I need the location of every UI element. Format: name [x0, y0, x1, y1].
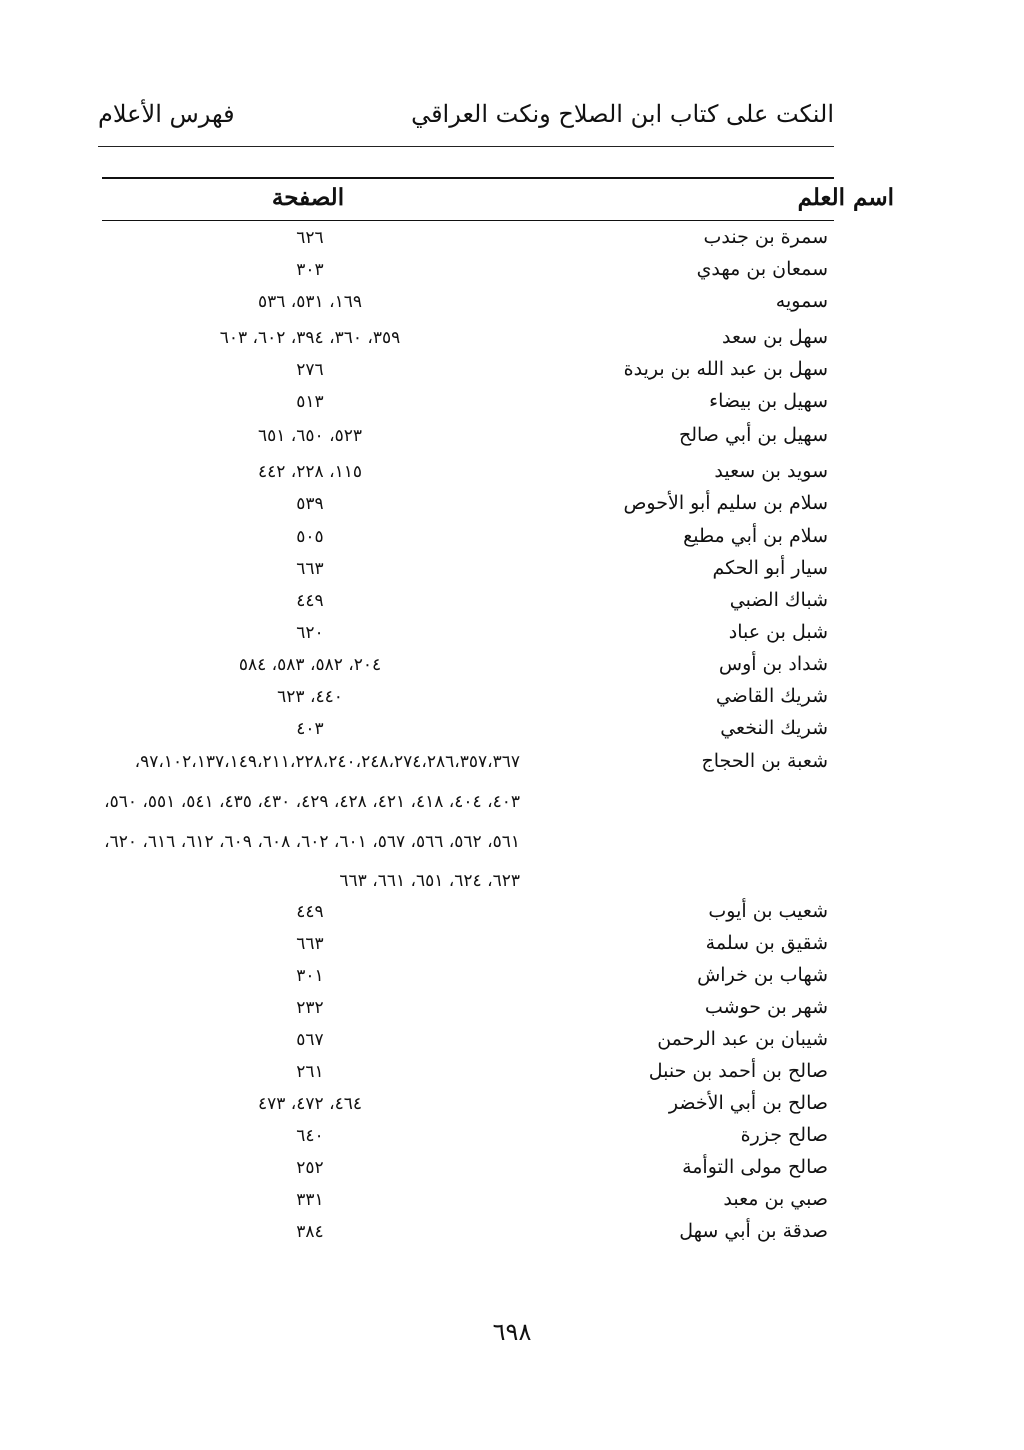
entry-name: صالح بن أبي الأخضر	[668, 1092, 828, 1114]
entry-name: صبي بن معبد	[723, 1188, 828, 1210]
entry-name: شعيب بن أيوب	[708, 900, 828, 922]
entry-pages-line: ٤٠٣، ٤٠٤، ٤١٨، ٤٢١، ٤٢٨، ٤٢٩، ٤٣٠، ٤٣٥، ٥٤١، ٥٥١، ٥٦٠،	[104, 792, 520, 812]
entry-pages: ٦٢٠	[296, 623, 324, 643]
entry-name: شريك النخعي	[720, 717, 828, 739]
entry-pages: ٦٤٠	[296, 1126, 324, 1146]
entry-pages-line: ٥٦١، ٥٦٢، ٥٦٦، ٥٦٧، ٦٠١، ٦٠٢، ٦٠٨، ٦٠٩، ٦١٢، ٦١٦، ٦٢٠،	[104, 832, 520, 852]
entry-name: شريك القاضي	[715, 685, 828, 707]
column-header-name: اسم العلم	[797, 184, 894, 211]
entry-pages: ٤٤٩	[296, 591, 324, 611]
entry-pages: ٣٨٤	[296, 1222, 324, 1242]
entry-name: سمويه	[775, 290, 828, 312]
entry-pages: ٣٣١	[296, 1190, 324, 1210]
entry-pages-line: ٦٢٣، ٦٢٤، ٦٥١، ٦٦١، ٦٦٣	[339, 871, 520, 891]
entry-name: شهاب بن خراش	[697, 964, 828, 986]
entry-pages: ٥٦٧	[296, 1030, 324, 1050]
page-number: ٦٩٨	[492, 1318, 532, 1346]
entry-pages: ٢٥٢	[296, 1158, 324, 1178]
entry-name: شداد بن أوس	[718, 653, 828, 675]
entry-pages: ٤٤٠، ٦٢٣	[277, 687, 343, 707]
entry-name: شيبان بن عبد الرحمن	[657, 1028, 828, 1050]
entry-name: سهيل بن أبي صالح	[678, 424, 828, 446]
entry-pages: ٥٠٥	[296, 527, 324, 547]
entry-pages: ٤٠٣	[296, 719, 324, 739]
entry-name: سمعان بن مهدي	[696, 258, 828, 280]
entry-name: صالح بن أحمد بن حنبل	[648, 1060, 828, 1082]
entry-pages: ٥٣٩	[296, 494, 324, 514]
entry-pages: ٣٥٩، ٣٦٠، ٣٩٤، ٦٠٢، ٦٠٣	[219, 328, 401, 348]
entry-pages: ٥١٣	[296, 392, 324, 412]
entry-name: سهيل بن بيضاء	[709, 390, 828, 412]
entry-name: سيار أبو الحكم	[712, 557, 828, 579]
entry-name: سلام بن سليم أبو الأحوص	[623, 492, 828, 514]
entry-pages: ٦٦٣	[296, 934, 324, 954]
entry-pages: ٣٠٣	[296, 260, 324, 280]
entry-pages: ٢٦١	[296, 1062, 324, 1082]
entry-pages: ٥٢٣، ٦٥٠، ٦٥١	[258, 426, 362, 446]
section-title: فهرس الأعلام	[98, 100, 235, 128]
entry-name: شهر بن حوشب	[704, 996, 828, 1018]
entry-pages: ٢٣٢	[296, 998, 324, 1018]
entry-name: شبل بن عباد	[728, 621, 828, 643]
entry-pages: ٤٦٤، ٤٧٢، ٤٧٣	[258, 1094, 362, 1114]
entry-name: سويد بن سعيد	[714, 460, 828, 482]
entry-pages: ٦٦٣	[296, 559, 324, 579]
entry-name: شباك الضبي	[729, 589, 828, 611]
entry-name: سهل بن عبد الله بن بريدة	[623, 358, 828, 380]
entry-pages: ٢٧٦	[296, 360, 324, 380]
entry-name: سلام بن أبي مطيع	[683, 525, 828, 547]
entry-pages: ٣٠١	[296, 966, 324, 986]
entry-name: صدقة بن أبي سهل	[679, 1220, 828, 1242]
entry-pages: ١١٥، ٢٢٨، ٤٤٢	[258, 462, 362, 482]
entry-pages-line: ٩٧،١٠٢،١٣٧،١٤٩،٢١١،٢٢٨،٢٤٠،٢٤٨،٢٧٤،٢٨٦،٣٥٧،٣٦٧،	[134, 752, 520, 772]
entry-name: صالح جزرة	[740, 1124, 828, 1146]
entry-name: شقيق بن سلمة	[705, 932, 828, 954]
entry-name: صالح مولى التوأمة	[682, 1156, 828, 1178]
column-header-page: الصفحة	[271, 184, 345, 211]
entry-name: سمرة بن جندب	[703, 226, 828, 248]
entry-pages: ٢٠٤، ٥٨٢، ٥٨٣، ٥٨٤	[238, 655, 382, 675]
entry-name: شعبة بن الحجاج	[701, 750, 828, 772]
book-title: النكت على كتاب ابن الصلاح ونكت العراقي	[411, 100, 834, 128]
entry-pages: ٤٤٩	[296, 902, 324, 922]
entry-pages: ١٦٩، ٥٣١، ٥٣٦	[258, 292, 362, 312]
entry-pages: ٦٢٦	[296, 228, 324, 248]
entry-name: سهل بن سعد	[722, 326, 828, 348]
